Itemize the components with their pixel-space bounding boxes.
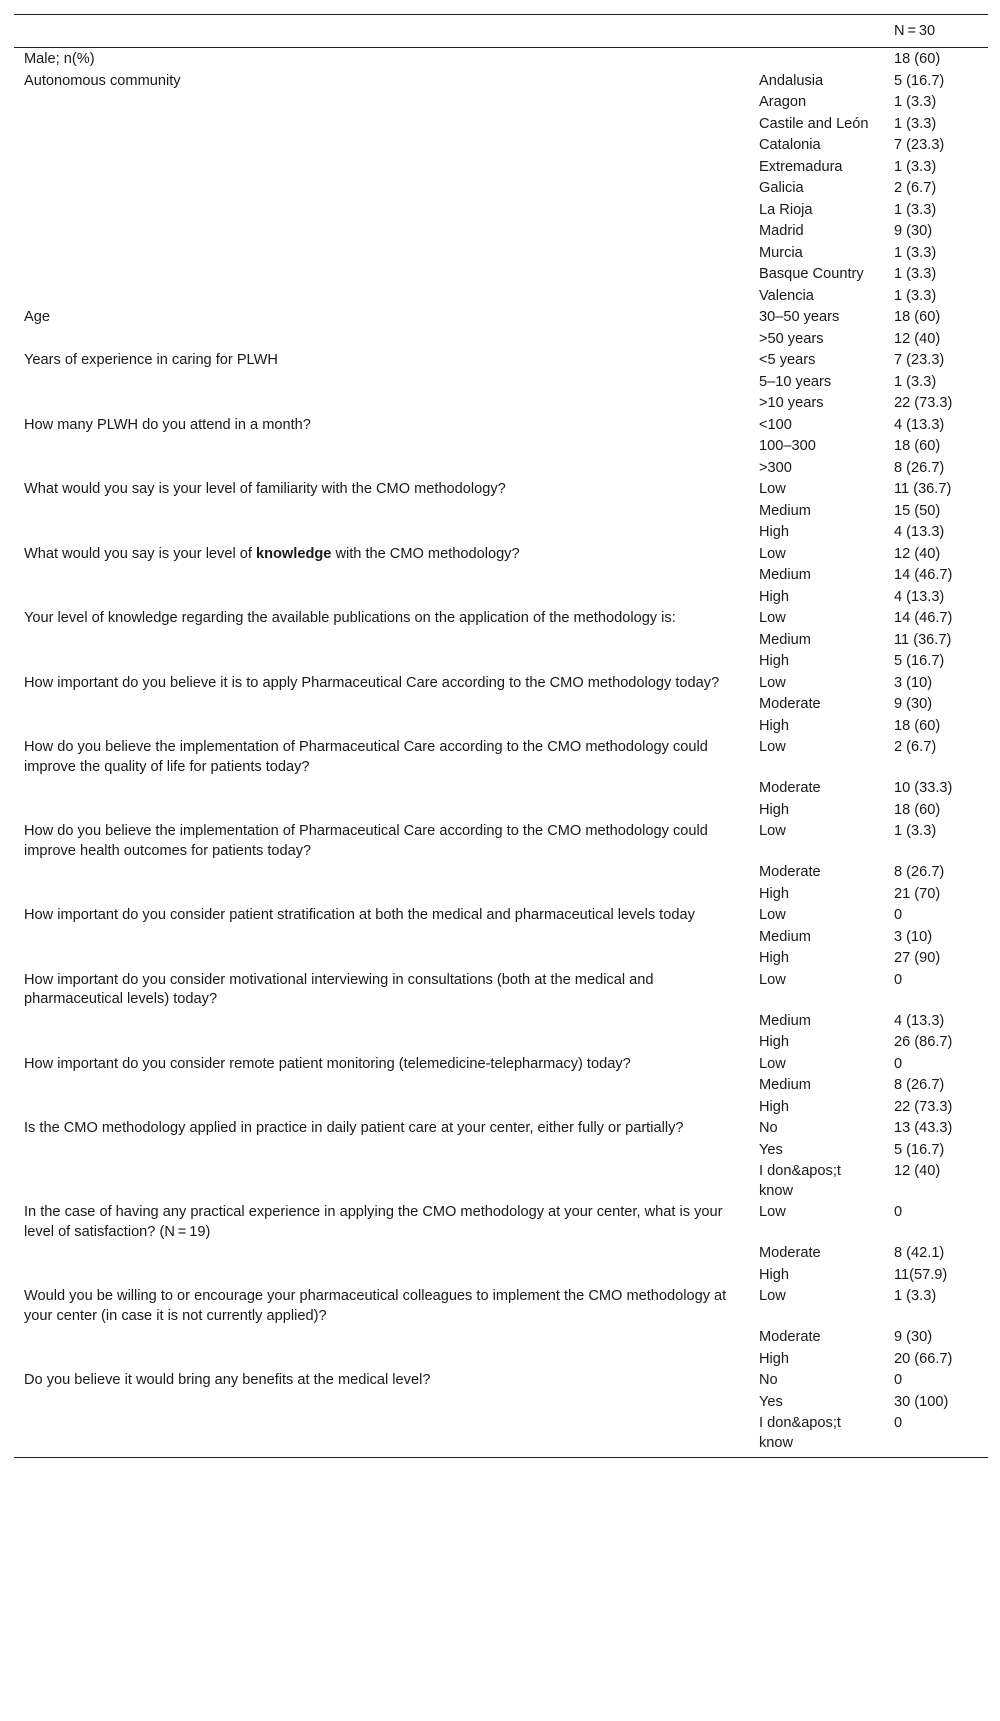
- table-row: [14, 1370, 988, 1392]
- question-cell: [14, 673, 749, 695]
- count-percentage-value: 9 (30): [894, 1329, 933, 1345]
- table-row: [14, 884, 988, 906]
- header-row: [14, 15, 988, 48]
- option-label: Moderate: [759, 696, 821, 712]
- table-row: [14, 286, 988, 308]
- table-row: [14, 1243, 988, 1265]
- question-cell: [14, 458, 749, 480]
- option-label: Medium: [759, 502, 811, 519]
- table-row: [14, 307, 988, 329]
- question-cell: [14, 479, 749, 501]
- question-cell: [14, 1349, 749, 1371]
- question-text: Years of experience in caring for PLWH: [24, 352, 278, 368]
- question-cell: [14, 970, 749, 1011]
- count-percentage-value: 18 (60): [894, 51, 941, 67]
- option-label: Low: [759, 610, 786, 626]
- option-label: Andalusia: [759, 72, 824, 89]
- question-cell: [14, 1327, 749, 1349]
- count-percentage-value: 22 (73.3): [894, 1098, 953, 1115]
- question-cell: [14, 1265, 749, 1287]
- table-row: [14, 970, 988, 1011]
- table-row: [14, 1349, 988, 1371]
- table-row: [14, 264, 988, 286]
- question-cell: [14, 286, 749, 308]
- header-question-cell: [14, 15, 749, 48]
- option-label: >50 years: [759, 330, 824, 347]
- table-row: [14, 1392, 988, 1414]
- option-label: High: [759, 524, 790, 540]
- question-cell: [14, 884, 749, 906]
- question-cell: [14, 862, 749, 884]
- question-cell: [14, 92, 749, 114]
- table-row: [14, 737, 988, 778]
- option-label: Low: [759, 545, 786, 562]
- question-cell: [14, 522, 749, 544]
- count-percentage-value: 9 (30): [894, 223, 933, 239]
- option-label: Yes: [759, 1393, 783, 1410]
- count-percentage-value: 3 (10): [894, 674, 933, 691]
- count-percentage-value: 8 (26.7): [894, 864, 945, 880]
- option-label: 5–10 years: [759, 373, 832, 390]
- table-row: [14, 927, 988, 949]
- count-percentage-value: 3 (10): [894, 928, 933, 945]
- option-label: Low: [759, 971, 786, 988]
- question-text: What would you say is your level of: [24, 545, 256, 562]
- option-label: >300: [759, 459, 792, 476]
- count-percentage-value: 7 (23.3): [894, 352, 945, 368]
- question-cell: [14, 1392, 749, 1414]
- question-text: Autonomous community: [24, 72, 181, 89]
- count-percentage-value: 12 (40): [894, 545, 941, 562]
- count-percentage-value: 9 (30): [894, 696, 933, 712]
- question-cell: [14, 157, 749, 179]
- count-percentage-value: 26 (86.7): [894, 1034, 953, 1050]
- option-label: Medium: [759, 1077, 811, 1093]
- count-percentage-value: 0: [894, 1204, 903, 1220]
- count-percentage-value: 4 (13.3): [894, 1012, 945, 1029]
- option-label: High: [759, 717, 790, 734]
- question-cell: [14, 1286, 749, 1327]
- question-text: How many PLWH do you attend in a month?: [24, 416, 311, 433]
- option-label: Low: [759, 674, 786, 691]
- question-cell: [14, 71, 749, 93]
- count-percentage-value: 1 (3.3): [894, 94, 937, 110]
- question-text: Age: [24, 309, 50, 325]
- question-cell: [14, 948, 749, 970]
- table-row: [14, 200, 988, 222]
- count-percentage-value: 7 (23.3): [894, 137, 945, 153]
- table-row: [14, 800, 988, 822]
- option-label: Yes: [759, 1141, 783, 1158]
- option-label: La Rioja: [759, 201, 813, 218]
- question-text: Your level of knowledge regarding the available publications on the application of the methodology is:: [24, 610, 676, 626]
- count-percentage-value: 1 (3.3): [894, 823, 937, 839]
- option-label: Low: [759, 907, 786, 923]
- option-label: Castile and León: [759, 115, 869, 132]
- question-cell: [14, 135, 749, 157]
- question-cell: [14, 821, 749, 862]
- table-row: [14, 157, 988, 179]
- option-label: I don&apos;t know: [759, 1163, 841, 1199]
- table-row: [14, 1054, 988, 1076]
- option-label: Moderate: [759, 780, 821, 796]
- table-row: [14, 1286, 988, 1327]
- count-percentage-value: 2 (6.7): [894, 180, 937, 196]
- count-percentage-value: 15 (50): [894, 502, 941, 519]
- question-text: How do you believe the implementation of Pharmaceutical Care according to the CMO methodology could improve health outcomes for patients today?: [24, 823, 708, 859]
- option-label: High: [759, 1266, 790, 1283]
- count-percentage-value: 2 (6.7): [894, 739, 937, 755]
- table-row: [14, 415, 988, 437]
- table-row: [14, 544, 988, 566]
- count-percentage-value: 1 (3.3): [894, 373, 937, 390]
- count-percentage-value: 11 (36.7): [894, 481, 952, 497]
- option-label: [749, 48, 884, 71]
- table-row: [14, 1202, 988, 1243]
- question-cell: [14, 1161, 749, 1202]
- table-row: [14, 1118, 988, 1140]
- question-cell: [14, 1118, 749, 1140]
- option-label: Medium: [759, 631, 811, 648]
- question-text: How important do you consider motivational interviewing in consultations (both at the medical and pharmaceutical levels) today?: [24, 971, 654, 1007]
- option-label: Moderate: [759, 864, 821, 880]
- header-n-label: N = 30: [894, 22, 936, 39]
- option-label: Valencia: [759, 287, 814, 304]
- table-row: [14, 948, 988, 970]
- option-label: High: [759, 1034, 790, 1050]
- question-cell: [14, 307, 749, 329]
- count-percentage-value: 0: [894, 1415, 903, 1431]
- table-row: [14, 350, 988, 372]
- question-cell: [14, 630, 749, 652]
- table-row: [14, 1265, 988, 1287]
- count-percentage-value: 5 (16.7): [894, 1141, 945, 1158]
- question-cell: [14, 1075, 749, 1097]
- table-row: [14, 522, 988, 544]
- table-row: [14, 135, 988, 157]
- option-label: High: [759, 1098, 790, 1115]
- table-row: [14, 221, 988, 243]
- question-cell: [14, 178, 749, 200]
- option-label: I don&apos;t know: [759, 1415, 841, 1451]
- count-percentage-value: 1 (3.3): [894, 244, 937, 261]
- option-label: Medium: [759, 1012, 811, 1029]
- option-label: High: [759, 950, 790, 966]
- count-percentage-value: 4 (13.3): [894, 524, 945, 540]
- option-label: Aragon: [759, 94, 807, 110]
- table-row: [14, 630, 988, 652]
- header-option-cell: [749, 15, 884, 48]
- question-cell: [14, 565, 749, 587]
- count-percentage-value: 14 (46.7): [894, 610, 953, 626]
- table-row: [14, 1032, 988, 1054]
- count-percentage-value: 12 (40): [894, 1163, 941, 1179]
- question-text: How important do you consider patient stratification at both the medical and pharmaceutical levels today: [24, 907, 695, 923]
- table-row: [14, 243, 988, 265]
- question-text: How important do you consider remote patient monitoring (telemedicine-telepharmacy) today?: [24, 1055, 631, 1072]
- option-label: High: [759, 885, 790, 902]
- table-body: [14, 48, 988, 1458]
- question-cell: [14, 114, 749, 136]
- question-cell: [14, 350, 749, 372]
- question-cell: [14, 221, 749, 243]
- option-label: Extremadura: [759, 158, 843, 175]
- question-cell: [14, 651, 749, 673]
- question-cell: [14, 1243, 749, 1265]
- table-row: [14, 436, 988, 458]
- count-percentage-value: 0: [894, 907, 903, 923]
- option-label: Catalonia: [759, 137, 821, 153]
- count-percentage-value: 18 (60): [894, 801, 941, 818]
- question-cell: [14, 1054, 749, 1076]
- option-label: >10 years: [759, 395, 824, 411]
- table-row: [14, 393, 988, 415]
- option-label: High: [759, 1350, 790, 1367]
- question-text: Do you believe it would bring any benefits at the medical level?: [24, 1372, 431, 1388]
- option-label: Moderate: [759, 1329, 821, 1345]
- table-row: [14, 1413, 988, 1458]
- question-cell: [14, 48, 749, 71]
- count-percentage-value: 1 (3.3): [894, 115, 937, 132]
- question-cell: [14, 1413, 749, 1458]
- table-row: [14, 608, 988, 630]
- table-row: [14, 1011, 988, 1033]
- question-text: Male; n(%): [24, 51, 95, 67]
- question-text: How do you believe the implementation of Pharmaceutical Care according to the CMO methodology could improve the quality of life for patients today?: [24, 739, 708, 775]
- question-text: In the case of having any practical experience in applying the CMO methodology at your center, what is your level of satisfaction? (N = 19): [24, 1204, 723, 1240]
- table-row: [14, 862, 988, 884]
- question-cell: [14, 608, 749, 630]
- question-cell: [14, 243, 749, 265]
- option-label: High: [759, 801, 790, 818]
- count-percentage-value: 8 (26.7): [894, 1077, 945, 1093]
- survey-results-table-container: [14, 14, 988, 1458]
- option-label: Moderate: [759, 1245, 821, 1261]
- question-text: Would you be willing to or encourage your pharmaceutical colleagues to implement the CMO methodology at your center (in case it is not currently applied)?: [24, 1288, 727, 1324]
- count-percentage-value: 0: [894, 971, 903, 988]
- count-percentage-value: 18 (60): [894, 717, 941, 734]
- question-cell: [14, 587, 749, 609]
- option-label: 100–300: [759, 438, 816, 454]
- count-percentage-value: 21 (70): [894, 885, 941, 902]
- count-percentage-value: 14 (46.7): [894, 567, 953, 583]
- table-row: [14, 1161, 988, 1202]
- question-text: What would you say is your level of familiarity with the CMO methodology?: [24, 481, 506, 497]
- count-percentage-value: 13 (43.3): [894, 1120, 953, 1136]
- question-cell: [14, 1370, 749, 1392]
- count-percentage-value: 11 (36.7): [894, 631, 952, 648]
- count-percentage-value: 4 (13.3): [894, 588, 945, 605]
- table-row: [14, 48, 988, 71]
- option-label: High: [759, 653, 790, 669]
- count-percentage-value: 1 (3.3): [894, 158, 937, 175]
- question-cell: [14, 905, 749, 927]
- option-label: No: [759, 1120, 778, 1136]
- count-percentage-value: 12 (40): [894, 330, 941, 347]
- count-percentage-value: 8 (42.1): [894, 1245, 945, 1261]
- table-row: [14, 694, 988, 716]
- question-emphasis: knowledge: [255, 545, 332, 562]
- table-row: [14, 905, 988, 927]
- table-row: [14, 716, 988, 738]
- option-label: Basque Country: [759, 266, 864, 282]
- question-cell: [14, 1032, 749, 1054]
- option-label: Low: [759, 739, 786, 755]
- count-percentage-value: 10 (33.3): [894, 780, 953, 796]
- question-cell: [14, 372, 749, 394]
- table-row: [14, 501, 988, 523]
- count-percentage-value: 0: [894, 1055, 903, 1072]
- question-cell: [14, 329, 749, 351]
- question-cell: [14, 716, 749, 738]
- table-row: [14, 778, 988, 800]
- question-cell: [14, 1140, 749, 1162]
- question-cell: [14, 1202, 749, 1243]
- table-row: [14, 1075, 988, 1097]
- table-row: [14, 458, 988, 480]
- count-percentage-value: 8 (26.7): [894, 459, 945, 476]
- table-row: [14, 479, 988, 501]
- table-row: [14, 71, 988, 93]
- count-percentage-value: 4 (13.3): [894, 416, 945, 433]
- table-row: [14, 673, 988, 695]
- question-cell: [14, 800, 749, 822]
- table-row: [14, 651, 988, 673]
- option-label: Medium: [759, 928, 811, 945]
- count-percentage-value: 20 (66.7): [894, 1350, 953, 1367]
- question-text: How important do you believe it is to apply Pharmaceutical Care according to the CMO methodology today?: [24, 674, 720, 691]
- count-percentage-value: 1 (3.3): [894, 1288, 937, 1304]
- option-label: High: [759, 588, 790, 605]
- option-label: Low: [759, 823, 786, 839]
- question-cell: [14, 737, 749, 778]
- table-row: [14, 587, 988, 609]
- question-cell: [14, 393, 749, 415]
- count-percentage-value: 27 (90): [894, 950, 941, 966]
- option-label: Galicia: [759, 180, 804, 196]
- question-cell: [14, 501, 749, 523]
- question-cell: [14, 1011, 749, 1033]
- question-cell: [14, 694, 749, 716]
- count-percentage-value: 11(57.9): [894, 1266, 948, 1283]
- question-cell: [14, 415, 749, 437]
- count-percentage-value: 5 (16.7): [894, 653, 945, 669]
- option-label: No: [759, 1372, 778, 1388]
- option-label: Low: [759, 1288, 786, 1304]
- question-text: with the CMO methodology?: [331, 545, 520, 562]
- question-cell: [14, 200, 749, 222]
- question-cell: [14, 778, 749, 800]
- table-row: [14, 114, 988, 136]
- question-cell: [14, 927, 749, 949]
- count-percentage-value: 1 (3.3): [894, 266, 937, 282]
- count-percentage-value: 22 (73.3): [894, 395, 953, 411]
- question-text: Is the CMO methodology applied in practice in daily patient care at your center, either fully or partially?: [24, 1120, 684, 1136]
- count-percentage-value: 1 (3.3): [894, 201, 937, 218]
- option-label: 30–50 years: [759, 309, 840, 325]
- option-label: Murcia: [759, 244, 803, 261]
- table-row: [14, 178, 988, 200]
- count-percentage-value: 18 (60): [894, 309, 941, 325]
- table-row: [14, 1140, 988, 1162]
- count-percentage-value: 0: [894, 1372, 903, 1388]
- option-label: <100: [759, 416, 792, 433]
- table-row: [14, 1097, 988, 1119]
- question-cell: [14, 1097, 749, 1119]
- count-percentage-value: 18 (60): [894, 438, 941, 454]
- table-row: [14, 92, 988, 114]
- question-cell: [14, 544, 749, 566]
- count-percentage-value: 1 (3.3): [894, 287, 937, 304]
- table-row: [14, 821, 988, 862]
- question-cell: [14, 264, 749, 286]
- table-row: [14, 372, 988, 394]
- option-label: Madrid: [759, 223, 804, 239]
- option-label: Low: [759, 1204, 786, 1220]
- option-label: <5 years: [759, 352, 816, 368]
- count-percentage-value: 30 (100): [894, 1393, 949, 1410]
- option-label: Low: [759, 481, 786, 497]
- option-label: Low: [759, 1055, 786, 1072]
- table-row: [14, 329, 988, 351]
- table-row: [14, 565, 988, 587]
- table-row: [14, 1327, 988, 1349]
- count-percentage-value: 5 (16.7): [894, 72, 945, 89]
- option-label: Medium: [759, 567, 811, 583]
- survey-results-table: [14, 14, 988, 1458]
- question-cell: [14, 436, 749, 458]
